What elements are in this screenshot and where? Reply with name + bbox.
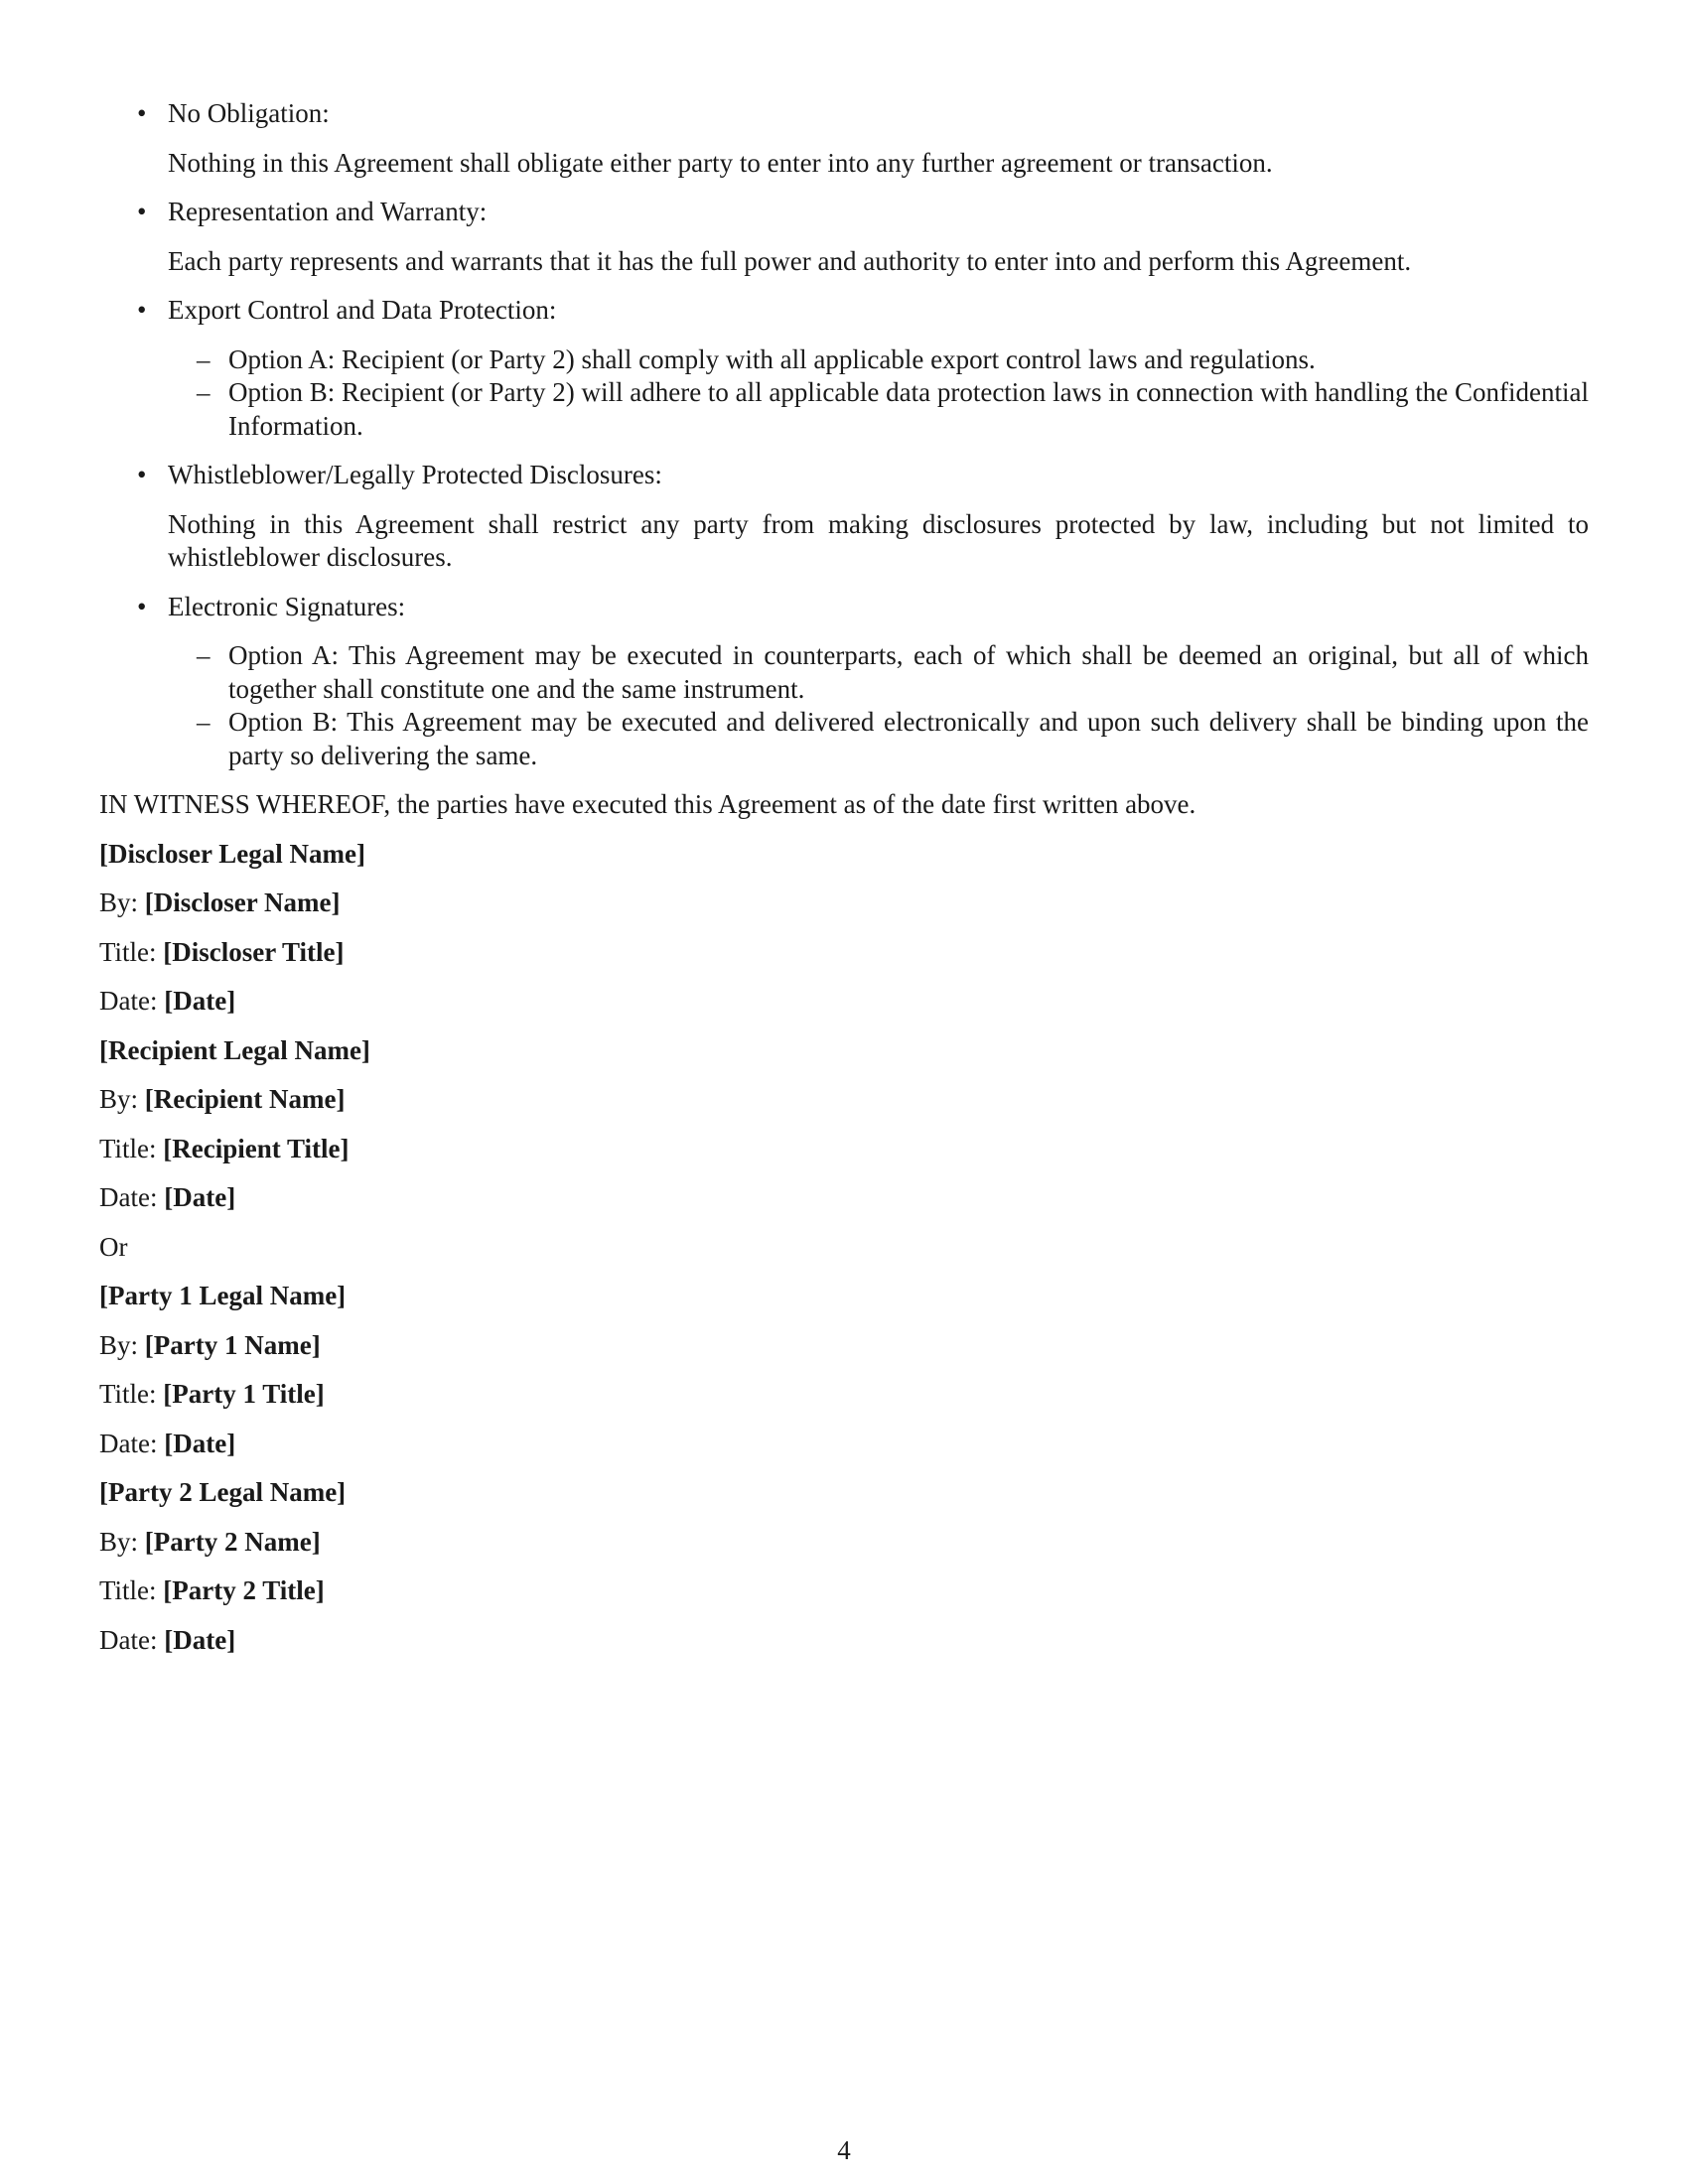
bullet-icon: • bbox=[137, 295, 147, 325]
option-item bbox=[168, 343, 1589, 377]
signatory-title-line: Title: [Discloser Title] bbox=[99, 936, 345, 967]
option-list bbox=[168, 343, 1589, 444]
signatory-date-line: Date: [Date] bbox=[99, 1624, 236, 1655]
clause-title: No Obligation: bbox=[168, 98, 330, 128]
clause-text: Nothing in this Agreement shall obligate either party to enter into any further agreement or transaction. bbox=[168, 147, 1273, 178]
clause-export-control bbox=[99, 294, 1589, 443]
signatory-title-line: Title: [Party 1 Title] bbox=[99, 1379, 325, 1409]
or-separator: Or bbox=[99, 1231, 128, 1262]
clause-representation-warranty bbox=[99, 196, 1589, 278]
option-item bbox=[168, 639, 1589, 706]
clause-title: Whistleblower/Legally Protected Disclosures: bbox=[168, 460, 662, 489]
dash-icon: – bbox=[197, 640, 211, 670]
option-list bbox=[168, 639, 1589, 772]
signatory-legal-name: [Party 1 Legal Name] bbox=[99, 1281, 347, 1310]
signatory-date-line: Date: [Date] bbox=[99, 986, 236, 1016]
bullet-icon: • bbox=[137, 460, 147, 489]
witness-statement: IN WITNESS WHEREOF, the parties have executed this Agreement as of the date first written above. bbox=[99, 789, 1196, 819]
document-page bbox=[99, 97, 1589, 1673]
clause-title: Export Control and Data Protection: bbox=[168, 295, 557, 325]
page-number: 4 bbox=[837, 2135, 851, 2165]
signature-block-discloser bbox=[99, 838, 1589, 1019]
option-text: Option B: This Agreement may be executed and delivered electronically and upon such delivery shall be binding upon the party so delivering the same. bbox=[228, 707, 1589, 770]
signatory-by-line: By: [Discloser Name] bbox=[99, 887, 341, 917]
bullet-icon: • bbox=[137, 98, 147, 128]
signature-block-party2 bbox=[99, 1476, 1589, 1657]
signatory-date-line: Date: [Date] bbox=[99, 1428, 236, 1458]
clause-text: Nothing in this Agreement shall restrict any party from making disclosures protected by law, including but not limited to whistleblower disclosures. bbox=[168, 508, 1589, 572]
signatory-legal-name: [Discloser Legal Name] bbox=[99, 838, 365, 869]
clause-list bbox=[99, 97, 1589, 772]
dash-icon: – bbox=[197, 377, 211, 407]
signature-block-party1 bbox=[99, 1280, 1589, 1460]
option-text: Option A: This Agreement may be executed in counterparts, each of which shall be deemed an original, but all of which together shall constitute one and the same instrument. bbox=[228, 640, 1589, 704]
signatory-by-line: By: [Recipient Name] bbox=[99, 1084, 346, 1114]
option-text: Option B: Recipient (or Party 2) will adhere to all applicable data protection laws in connection with handling the Confidential Information. bbox=[228, 377, 1589, 441]
bullet-icon: • bbox=[137, 197, 147, 226]
signatory-legal-name: [Party 2 Legal Name] bbox=[99, 1477, 347, 1507]
clause-title: Representation and Warranty: bbox=[168, 197, 488, 226]
signatory-by-line: By: [Party 1 Name] bbox=[99, 1329, 321, 1360]
signatory-title-line: Title: [Recipient Title] bbox=[99, 1133, 350, 1163]
signatory-title-line: Title: [Party 2 Title] bbox=[99, 1575, 325, 1605]
signatory-by-line: By: [Party 2 Name] bbox=[99, 1526, 321, 1557]
option-item bbox=[168, 376, 1589, 443]
clause-electronic-signatures bbox=[99, 591, 1589, 773]
signature-block-recipient bbox=[99, 1034, 1589, 1215]
dash-icon: – bbox=[197, 343, 211, 374]
clause-no-obligation bbox=[99, 97, 1589, 180]
bullet-icon: • bbox=[137, 591, 147, 621]
clause-whistleblower bbox=[99, 459, 1589, 575]
dash-icon: – bbox=[197, 707, 211, 737]
clause-text: Each party represents and warrants that it has the full power and authority to enter into and perform this Agreement. bbox=[168, 245, 1412, 276]
option-text: Option A: Recipient (or Party 2) shall comply with all applicable export control laws and regulations. bbox=[228, 343, 1316, 374]
clause-title: Electronic Signatures: bbox=[168, 591, 406, 621]
signatory-date-line: Date: [Date] bbox=[99, 1182, 236, 1212]
signatory-legal-name: [Recipient Legal Name] bbox=[99, 1034, 370, 1065]
option-item bbox=[168, 706, 1589, 772]
